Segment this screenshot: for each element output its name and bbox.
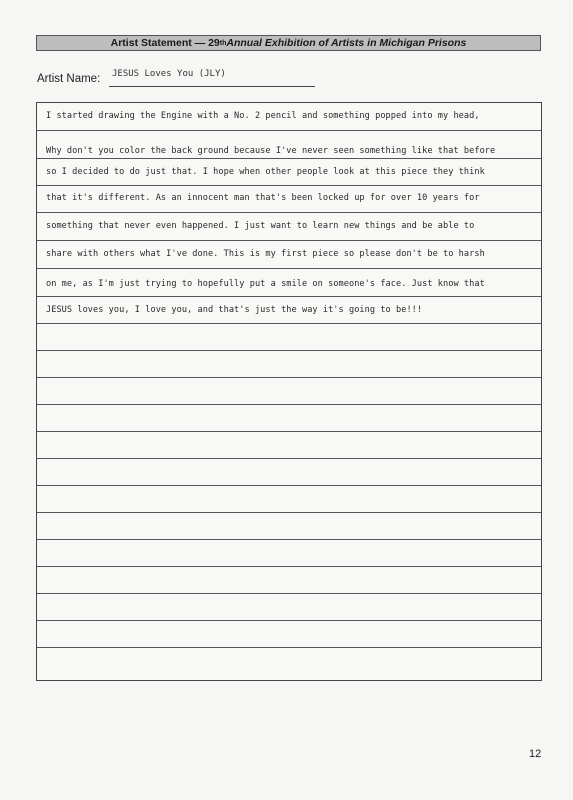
- ruled-line: [37, 566, 541, 567]
- ruled-line: [37, 458, 541, 459]
- statement-line-8: JESUS loves you, I love you, and that's just the way it's going to be!!!: [46, 305, 423, 315]
- statement-line-3: so I decided to do just that. I hope when other people look at this piece they think: [46, 167, 485, 177]
- ruled-line: [37, 323, 541, 324]
- page-header-bar: [36, 35, 541, 51]
- ruled-line: [37, 647, 541, 648]
- ruled-line: [37, 593, 541, 594]
- ruled-line: [37, 296, 541, 297]
- ruled-line: [37, 268, 541, 269]
- statement-line-2: Why don't you color the back ground because I've never seen something like that before: [46, 146, 496, 156]
- ruled-line: [37, 130, 541, 131]
- ruled-line: [37, 212, 541, 213]
- ruled-line: [37, 158, 541, 159]
- artist-name-underline: [109, 86, 315, 87]
- statement-line-4: that it's different. As an innocent man that's been locked up for over 10 years for: [46, 193, 480, 203]
- ruled-line: [37, 539, 541, 540]
- ruled-line: [37, 431, 541, 432]
- statement-box: [36, 102, 542, 681]
- statement-line-5: something that never even happened. I just want to learn new things and be able to: [46, 221, 475, 231]
- statement-line-6: share with others what I've done. This is my first piece so please don't be to harsh: [46, 249, 485, 259]
- ruled-line: [37, 512, 541, 513]
- header-title-sup: th: [219, 39, 227, 47]
- statement-line-7: on me, as I'm just trying to hopefully put a smile on someone's face. Just know that: [46, 279, 485, 289]
- artist-name-value: JESUS Loves You (JLY): [112, 69, 226, 79]
- ruled-line: [37, 404, 541, 405]
- header-title-suffix: Annual Exhibition of Artists in Michigan Prisons: [226, 37, 467, 49]
- page-number: 12: [529, 748, 542, 760]
- ruled-line: [37, 350, 541, 351]
- ruled-line: [37, 240, 541, 241]
- ruled-line: [37, 620, 541, 621]
- header-title-prefix: Artist Statement — 29: [110, 37, 220, 49]
- ruled-line: [37, 185, 541, 186]
- artist-name-row: [37, 68, 327, 90]
- ruled-line: [37, 377, 541, 378]
- artist-name-label: Artist Name:: [37, 73, 101, 85]
- ruled-line: [37, 485, 541, 486]
- statement-line-1: I started drawing the Engine with a No. 2 pencil and something popped into my head,: [46, 111, 480, 121]
